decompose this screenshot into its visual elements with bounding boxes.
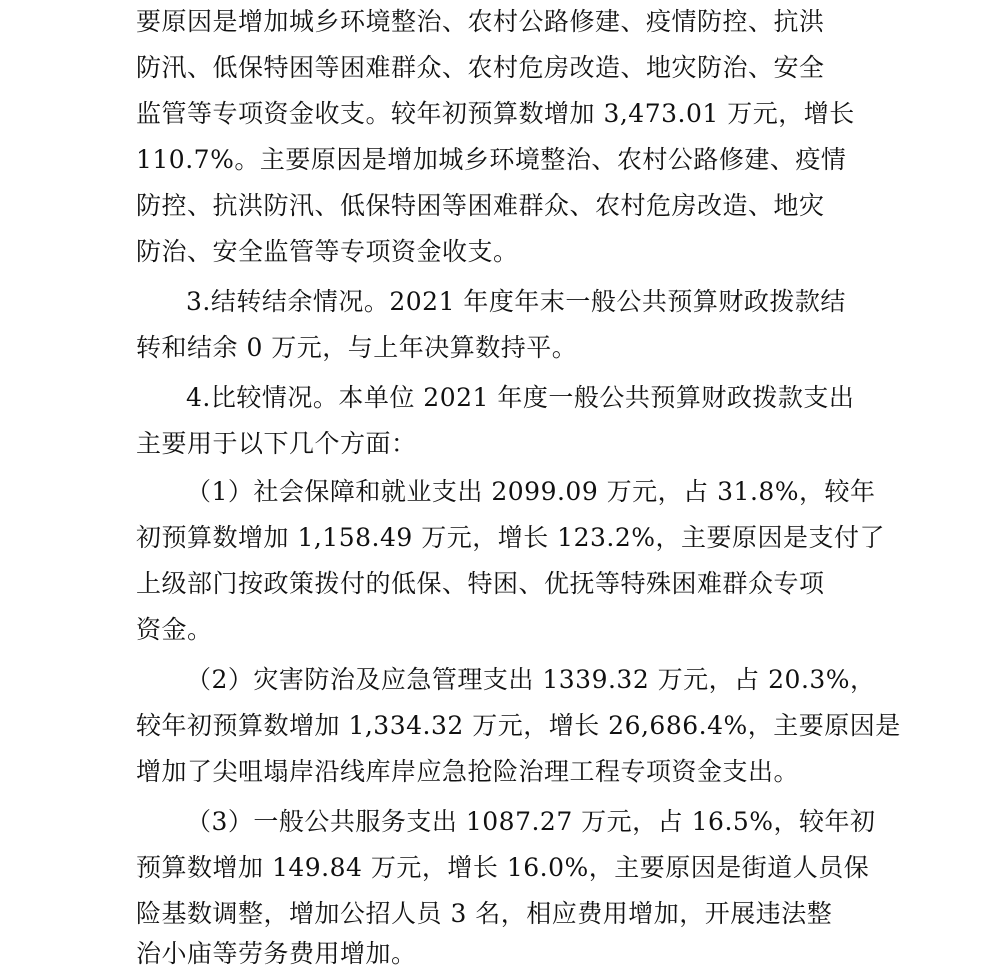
text-line: 监管等专项资金收支。较年初预算数增加 3,473.01 万元，增长 [136,99,855,128]
text-line: 防治、安全监管等专项资金收支。 [136,237,519,266]
text-line: 防控、抗洪防汛、低保特困等困难群众、农村危房改造、地灾 [136,191,825,220]
text-line: 要原因是增加城乡环境整治、农村公路修建、疫情防控、抗洪 [136,7,825,36]
list-item-start: （3）一般公共服务支出 1087.27 万元，占 16.5%，较年初 [186,807,876,836]
text-line: 增加了尖咀塌岸沿线库岸应急抢险治理工程专项资金支出。 [136,757,800,786]
text-line: 资金。 [136,615,213,644]
text-line: 转和结余 0 万元，与上年决算数持平。 [136,333,578,362]
text-line: 110.7%。主要原因是增加城乡环境整治、农村公路修建、疫情 [136,145,847,174]
text-line: 治小庙等劳务费用增加。 [136,939,417,968]
text-line: 险基数调整，增加公招人员 3 名，相应费用增加，开展违法整 [136,899,833,928]
text-line: 初预算数增加 1,158.49 万元，增长 123.2%，主要原因是支付了 [136,523,885,552]
paragraph-heading: 4.比较情况。本单位 2021 年度一般公共预算财政拨款支出 [186,383,855,412]
text-line: 预算数增加 149.84 万元，增长 16.0%，主要原因是街道人员保 [136,853,870,882]
text-line: 主要用于以下几个方面： [136,429,417,458]
paragraph-heading: 3.结转结余情况。2021 年度年末一般公共预算财政拨款结 [186,287,846,316]
list-item-start: （1）社会保障和就业支出 2099.09 万元，占 31.8%，较年 [186,477,876,506]
list-item-start: （2）灾害防治及应急管理支出 1339.32 万元，占 20.3%， [186,665,876,694]
text-line: 上级部门按政策拨付的低保、特困、优抚等特殊困难群众专项 [136,569,825,598]
text-line: 较年初预算数增加 1,334.32 万元，增长 26,686.4%，主要原因是 [136,711,901,740]
text-line: 防汛、低保特困等困难群众、农村危房改造、地灾防治、安全 [136,53,825,82]
